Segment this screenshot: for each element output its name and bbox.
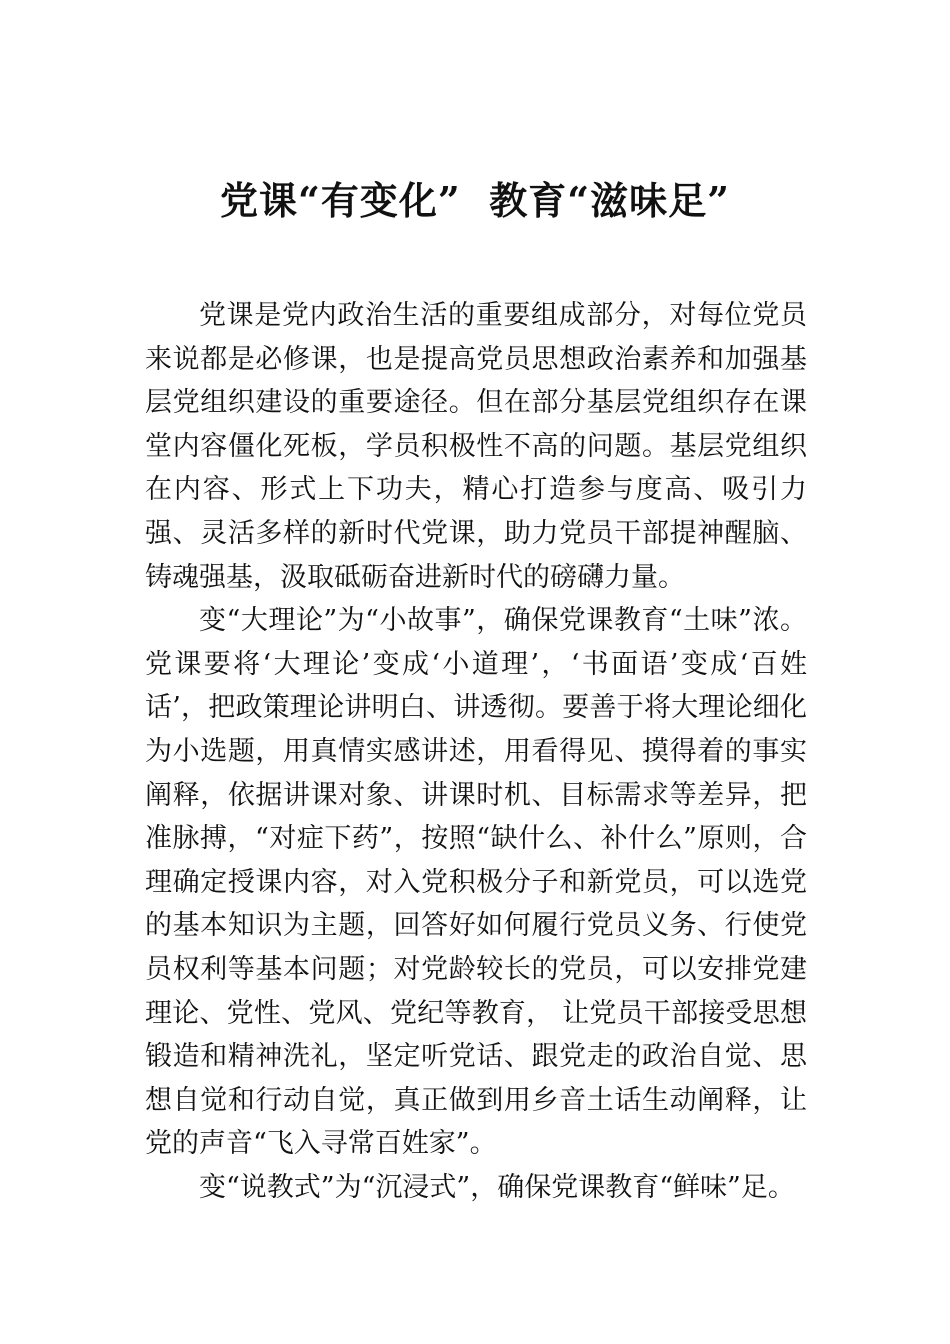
document-body [145, 294, 807, 1209]
body-paragraph-1: 党课是党内政治生活的重要组成部分，对每位党员来说都是必修课，也是提高党员思想政治素养和加强基层党组织建设的重要途径。但在部分基层党组织存在课堂内容僵化死板，学员积极性不高的问题。基层党组织在内容、形式上下功夫，精心打造参与度高、吸引力强、灵活多样的新时代党课，助力党员干部提神醒脑、铸魂强基，汲取砥砺奋进新时代的磅礴力量。 [145, 300, 807, 593]
document-title: 党课“有变化” 教育“滋味足” [220, 178, 730, 223]
body-paragraph-3: 变“说教式”为“沉浸式”，确保党课教育“鲜味”足。 [199, 1171, 795, 1203]
body-paragraph-2: 变“大理论”为“小故事”，确保党课教育“土味”浓。党课要将‘大理论’变成‘小道理’，‘书面语’变成‘百姓话’，把政策理论讲明白、讲透彻。要善于将大理论细化为小选题，用真情实感讲述，用看得见、摸得着的事实阐释，依据讲课对象、讲课时机、目标需求等差异，把准脉搏，“对症下药”，按照“缺什么、补什么”原则，合理确定授课内容，对入党积极分子和新党员，可以选党的基本知识为主题，回答好如何履行党员义务、行使党员权利等基本问题；对党龄较长的党员，可以安排党建理论、党性、党风、党纪等教育， 让党员干部接受思想锻造和精神洗礼，坚定听党话、跟党走的政治自觉、思想自觉和行动自觉，真正做到用乡音土话生动阐释，让党的声音“飞入寻常百姓家”。 [145, 605, 807, 1160]
